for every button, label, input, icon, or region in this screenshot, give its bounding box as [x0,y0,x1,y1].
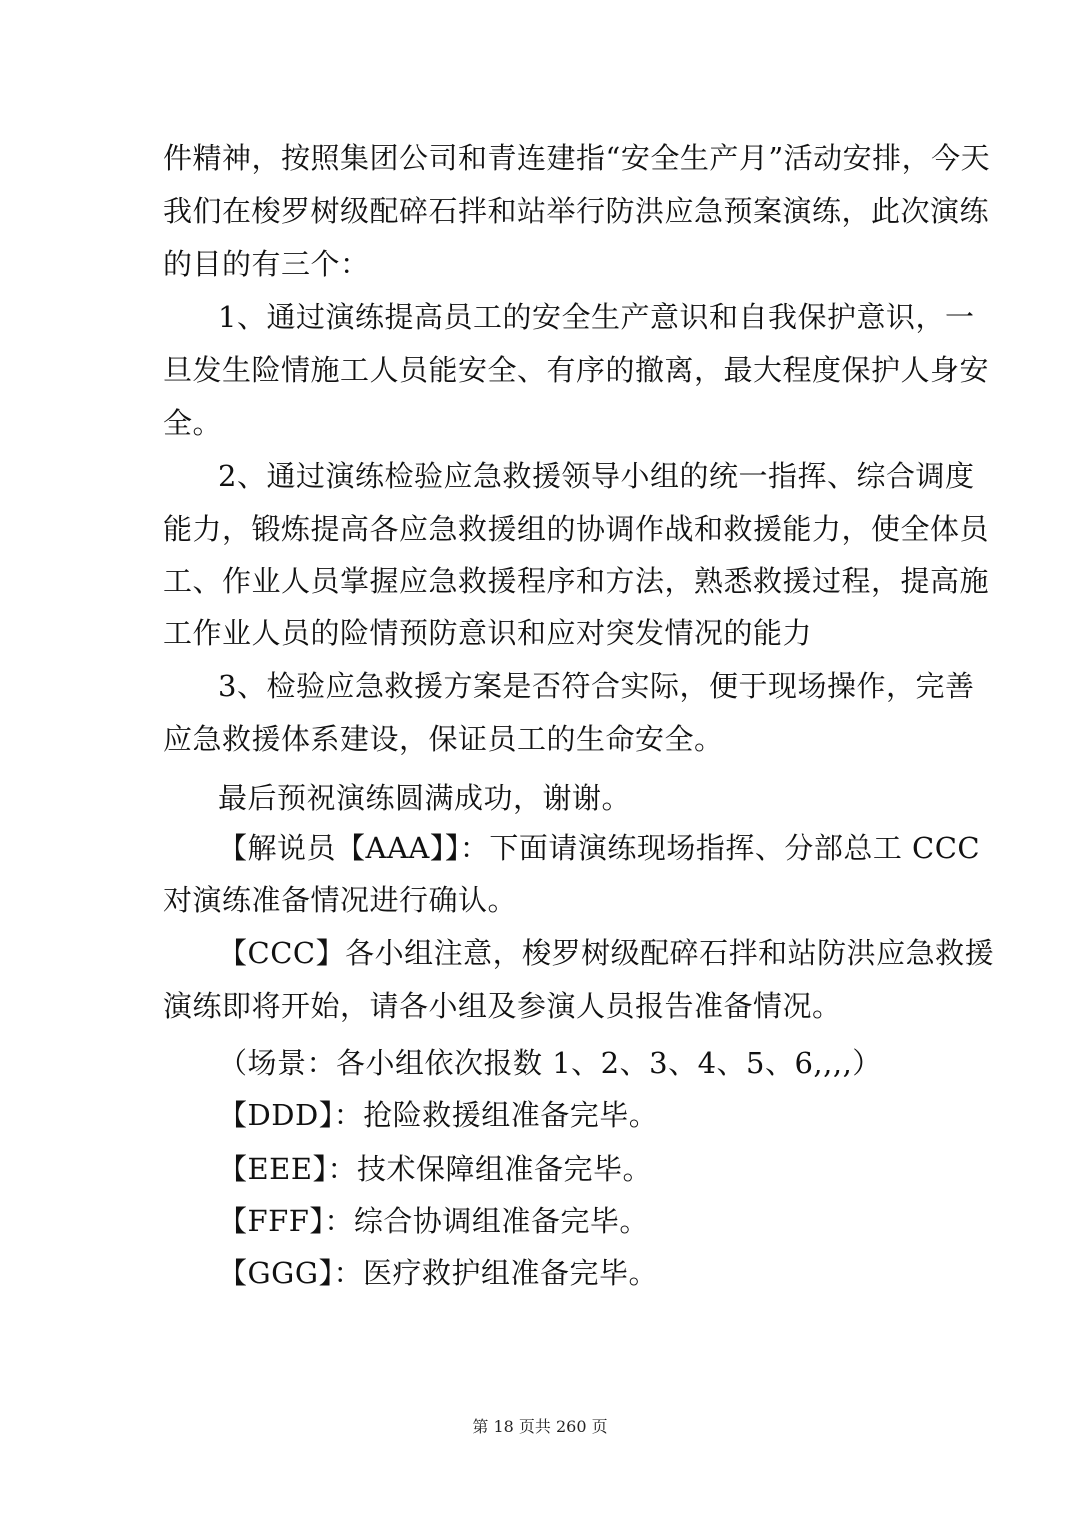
text-line: 旦发生险情施工人员能安全、有序的撤离，最大程度保护人身安 [163,353,990,387]
text-line: 工、作业人员掌握应急救援程序和方法，熟悉救援过程，提高施 [163,564,990,598]
text-line: 对演练准备情况进行确认。 [163,883,518,917]
page-number: 第 18 页共 260 页 [472,1417,608,1436]
text-line: 3、检验应急救援方案是否符合实际，便于现场操作，完善 [218,669,975,703]
text-line: 【DDD】：抢险救援组准备完毕。 [218,1098,659,1132]
text-line: 演练即将开始，请各小组及参演人员报告准备情况。 [163,989,842,1023]
text-line: 【FFF】：综合协调组准备完毕。 [218,1204,649,1238]
text-line: 【解说员【AAA】】：下面请演练现场指挥、分部总工 CCC [218,831,981,865]
text-line: 能力，锻炼提高各应急救援组的协调作战和救援能力，使全体员 [163,512,990,546]
text-line: 全。 [163,406,223,440]
text-line: 我们在梭罗树级配碎石拌和站举行防洪应急预案演练，此次演练 [163,194,990,228]
text-line: （场景：各小组依次报数 1、2、3、4、5、6,,,,） [218,1046,882,1080]
text-line: 的目的有三个： [163,247,370,281]
text-line: 最后预祝演练圆满成功，谢谢。 [218,781,632,815]
text-line: 应急救援体系建设，保证员工的生命安全。 [163,722,724,756]
text-line: 【EEE】：技术保障组准备完毕。 [218,1152,653,1186]
text-line: 件精神，按照集团公司和青连建指“安全生产月”活动安排，今天 [163,141,991,175]
text-line: 1、通过演练提高员工的安全生产意识和自我保护意识，一 [218,300,975,334]
text-line: 工作业人员的险情预防意识和应对突发情况的能力 [163,616,813,650]
text-line: 2、通过演练检验应急救援领导小组的统一指挥、综合调度 [218,459,975,493]
text-line: 【GGG】：医疗救护组准备完毕。 [218,1256,658,1290]
text-line: 【CCC】各小组注意，梭罗树级配碎石拌和站防洪应急救援 [218,936,995,970]
